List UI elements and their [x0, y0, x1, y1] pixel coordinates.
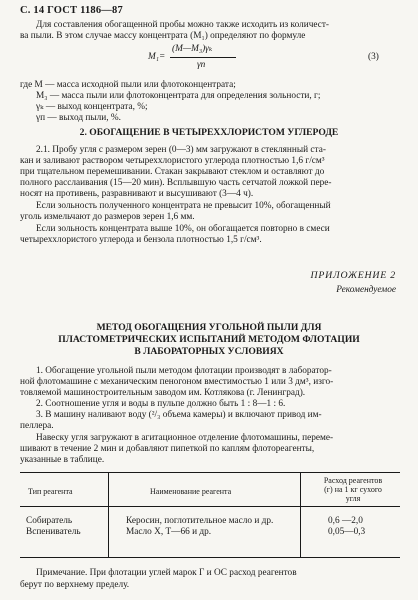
formula-lhs: M₁= [148, 52, 166, 62]
page-header: С. 14 ГОСТ 1186—87 [20, 5, 123, 16]
table-cell-type: Собиратель [26, 516, 73, 526]
formula-number: (3) [368, 52, 379, 62]
where-line-2: M₃ — масса пыли или флотоконцентрата для определения зольности, г; [36, 91, 321, 101]
note-line-2: берут по верхнему пределу. [20, 580, 130, 590]
appendix-sub: Рекомендуемое [336, 285, 396, 295]
where-line-1: где M — масса исходной пыли или флотоконцентрата; [20, 80, 236, 90]
section-2-p1-line-5: носят на противень, разравнивают и высушивают (3—4 ч). [20, 189, 254, 199]
section-2-p2-line-1: Если зольность полученного концентрата не превысит 10%, обогащенный [36, 201, 331, 211]
intro-line-1: Для составления обогащенной пробы можно также исходить из количест- [36, 20, 330, 30]
appendix-label: ПРИЛОЖЕНИЕ 2 [310, 270, 396, 281]
section-2-title: 2. ОБОГАЩЕНИЕ В ЧЕТЫРЕХХЛОРИСТОМ УГЛЕРОДЕ [79, 127, 339, 138]
section-2-p3-line-2: четыреххлористого углерода и бензола плотностью 1,5 г/см³. [20, 235, 262, 245]
table-col-divider-2 [300, 472, 301, 557]
section-2-p1-line-1: 2.1. Пробу угля с размером зерен (0—3) мм загружают в стеклянный ста- [36, 145, 326, 155]
table-cell-rate: 0,05—0,3 [328, 527, 366, 537]
table-bottom-rule [20, 557, 400, 558]
method-p-line-3: товляемой машиностроительным заводом им. Котлякова (г. Ленинград). [20, 388, 306, 398]
note-line-1: Примечание. При флотации углей марок Г и ОС расход реагентов [36, 568, 297, 578]
table-cell-name: Масло Х, Т—66 и др. [126, 527, 212, 537]
section-2-p3-line-1: Если зольность концентрата выше 10%, он обогащается повторно в смеси [36, 224, 330, 234]
table-header-rate-line-3: угля [345, 494, 361, 503]
method-p-line-4: 2. Соотношение угля и воды в пульпе должно быть 1 : 8—1 : 6. [36, 399, 286, 409]
method-p-line-7: Навеску угля загружают в агитационное отделение флотомашины, переме- [36, 433, 334, 443]
table-header-name: Наименование реагента [150, 487, 232, 496]
method-title-line-2: ПЛАСТОМЕТРИЧЕСКИХ ИСПЫТАНИЙ МЕТОДОМ ФЛОТАЦИИ [58, 334, 360, 345]
where-line-3: γₖ — выход концентрата, %; [36, 102, 148, 112]
where-line-4: γп — выход пыли, %. [36, 113, 121, 123]
method-title-line-1: МЕТОД ОБОГАЩЕНИЯ УГОЛЬНОЙ ПЫЛИ ДЛЯ [96, 322, 322, 333]
table-header-rule [20, 506, 400, 507]
method-p-line-5: 3. В машину наливают воду (²/₃ объема камеры) и включают привод им- [36, 410, 322, 420]
table-header-rate-line-1: Расход реагентов [323, 476, 383, 485]
table-top-rule [20, 472, 400, 473]
formula-fraction-bar [170, 57, 236, 58]
intro-line-2: ва пыли. В этом случае массу концентрата (M₁) определяют по формуле [20, 31, 306, 41]
method-title-line-3: В ЛАБОРАТОРНЫХ УСЛОВИЯХ [134, 346, 284, 357]
method-p-line-1: 1. Обогащение угольной пыли методом флотации производят в лаборатор- [36, 366, 332, 376]
section-2-p1-line-2: кан и заливают раствором четыреххлористого углерода плотностью 1,6 г/см³ [20, 156, 325, 166]
formula-denominator: γп [197, 60, 206, 70]
method-p-line-9: указанные в таблице. [20, 455, 105, 465]
section-2-p1-line-3: при тщательном перемешивании. Стакан закрывают стеклом и оставляют до [20, 167, 325, 177]
formula-numerator: (M—M₃)γₖ [172, 44, 213, 54]
method-p-line-8: шивают в течение 2 мин и добавляют пипеткой по каплям флотореагенты, [20, 444, 315, 454]
method-p-line-6: пеллера. [20, 421, 54, 431]
table-cell-rate: 0,6 —2,0 [328, 516, 363, 526]
table-header-rate-line-2: (г) на 1 кг сухого [324, 485, 382, 494]
table-cell-name: Керосин, поглотительное масло и др. [126, 516, 274, 526]
table-cell-type: Вспениватель [26, 527, 81, 537]
table-col-divider-1 [108, 472, 109, 557]
method-p-line-2: ной флотомашине с механическим пеногоном вместимостью 1 или 3 дм³, изго- [20, 377, 334, 387]
table-header-type: Тип реагента [28, 487, 73, 496]
section-2-p2-line-2: уголь измельчают до размеров зерен 1,6 мм. [20, 212, 195, 222]
section-2-p1-line-4: полного расслаивания (15—20 мин). Всплывшую часть сетчатой ложкой пере- [20, 178, 332, 188]
